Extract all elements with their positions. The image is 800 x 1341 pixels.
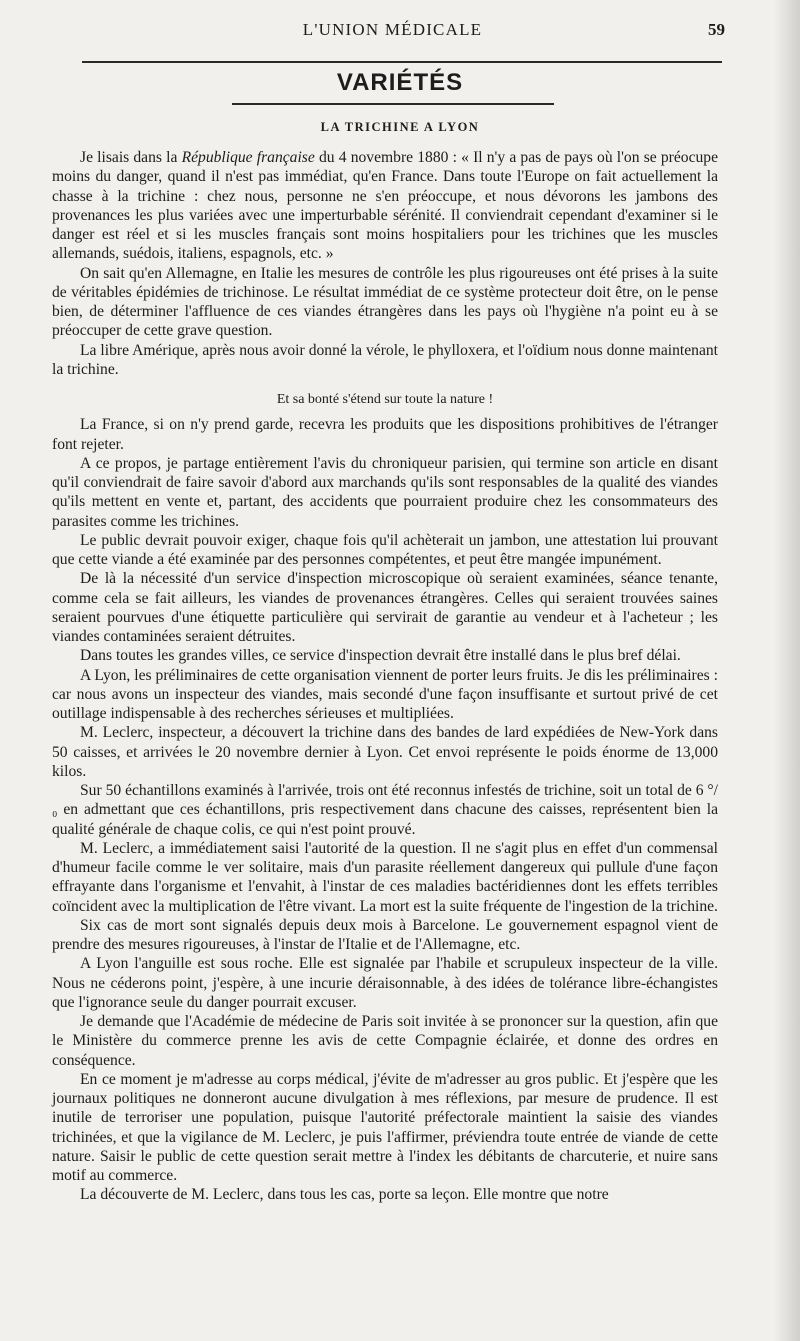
paragraph: M. Leclerc, inspecteur, a découvert la trichine dans des bandes de lard expédiées de New-York dans 50 caisses, et arrivées le 20 novembre dernier à Lyon. Cet envoi représente le poids énorme de 13,000 kilos.: [52, 724, 718, 780]
page-number: 59: [708, 20, 725, 39]
paragraph: Six cas de mort sont signalés depuis deux mois à Barcelone. Le gouvernement espagnol vient de prendre des mesures rigoureuses, à l'instar de l'Italie et de l'Allemagne, etc.: [52, 916, 718, 953]
paragraph: Sur 50 échantillons examinés à l'arrivée, trois ont été reconnus infestés de trichine, soit un total de 6 °/₀ en admettant que ces échantillons, pris respectivement dans chacune des caisses, représentent bien la qualité générale de chaque colis, ce qui n'est point prouvé.: [52, 782, 718, 838]
article-title: LA TRICHINE A LYON: [320, 120, 480, 134]
paragraph: On sait qu'en Allemagne, en Italie les mesures de contrôle les plus rigoureuses ont été prises à la suite de véritables épidémies de trichinose. Le résultat immédiat de ce système protecteur doit être, on le pense bien, de déterminer l'affluence de ces viandes étrangères dans les pays où l'hygiène n'a point eu à se préoccuper de cette grave question.: [52, 264, 718, 340]
running-title: L'UNION MÉDICALE: [302, 20, 483, 39]
paragraph: A Lyon, les préliminaires de cette organisation viennent de porter leurs fruits. Je dis les préliminaires : car nous avons un inspecteur des viandes, mais secondé d'une façon insuffisante et surtout privé de cet outillage indispensable à des recherches sérieuses et multipliées.: [52, 666, 718, 722]
paragraph: La France, si on n'y prend garde, recevra les produits que les dispositions prohibitives de l'étranger font rejeter.: [52, 416, 718, 453]
paragraph: De là la nécessité d'un service d'inspection microscopique où seraient examinées, séance tenante, comme cela se fait ailleurs, les viandes de provenances étrangères. Celles qui seraient trouvées saines seraient pourvues d'une étiquette particulière qui servirait de garantie au vendeur et à l'acheteur ; les viandes contaminées seraient détruites.: [52, 570, 718, 645]
header-rule: [82, 61, 722, 63]
paragraph: Je lisais dans la République française du 4 novembre 1880 : « Il n'y a pas de pays où l'on se préocupe moins du danger, quand il n'est pas immédiat, qu'en France. Dans toute l'Europe on fait actuellement la chasse à la trichine : chez nous, personne ne s'en préoccupe, et nous dévorons les jambons des provenances les plus variées avec une imperturbable sérénité. Il conviendrait cependant d'examiner si le danger est réel et si les muscles français sont moins hospitaliers pour les trichines que les muscles allemands, suédois, italiens, espagnols, etc. »: [52, 149, 719, 263]
page-header: [60, 20, 725, 46]
section-rule: [232, 103, 554, 105]
paragraph: Le public devrait pouvoir exiger, chaque fois qu'il achèterait un jambon, une attestation lui prouvant que cette viande a été examinée par des personnes compétentes, et peut être mangée impunément.: [52, 531, 718, 568]
centered-quote: Et sa bonté s'étend sur toute la nature !: [276, 392, 494, 407]
page-edge-shadow: [774, 0, 800, 1341]
paragraph: A ce propos, je partage entièrement l'avis du chroniqueur parisien, qui termine son article en disant qu'il conviendrait de faire savoir d'abord aux marchands qu'ils sont responsables de la qualité des viandes qu'ils mettent en vente et, partant, des accidents que pourraient produire chez les consommateurs des parasites comme les trichines.: [52, 454, 718, 530]
paragraph: Je demande que l'Académie de médecine de Paris soit invitée à se prononcer sur la question, afin que le Ministère du commerce prenne les avis de cette Compagnie éclairée, et donne des ordres en conséquence.: [52, 1013, 718, 1069]
paragraph: A Lyon l'anguille est sous roche. Elle est signalée par l'habile et scrupuleux inspecteur de la ville. Nous ne céderons point, j'espère, à une incurie déraisonnable, à des idées de tolérance libre-échangistes que l'ignorance seule du danger pourrait excuser.: [52, 955, 718, 1011]
paragraph: La libre Amérique, après nous avoir donné la vérole, le phylloxera, et l'oïdium nous donne maintenant la trichine.: [52, 341, 718, 378]
journal-title: République française: [181, 149, 315, 166]
paragraph: En ce moment je m'adresse au corps médical, j'évite de m'adresser au gros public. Et j'espère que les journaux politiques ne donneront aucune divulgation à mes réflexions, par mesure de prudence. Il est inutile de terroriser une population, puisque l'autorité préfectorale maintient la saisie des viandes trichinées, et que la vigilance de M. Leclerc, je puis l'affirmer, préviendra toute entrée de viande de cette nature. Saisir le public de cette question serait mettre à l'index les débitants de charcuterie, et nuire sans motif au commerce.: [52, 1070, 718, 1184]
article-body: [52, 148, 718, 1205]
paragraph: M. Leclerc, a immédiatement saisi l'autorité de la question. Il ne s'agit plus en effet d'un commensal d'humeur facile comme le ver solitaire, mais d'un parasite réellement dangereux qui pullule d'une façon effrayante dans l'organisme et l'envahit, à l'instar de ces maladies bactéridiennes dont les effets terribles coïncident avec la multiplication de l'être vivant. La mort est la suite fréquente de l'ingestion de la trichine.: [52, 839, 718, 915]
section-title: VARIÉTÉS: [336, 69, 464, 96]
paragraph: La découverte de M. Leclerc, dans tous les cas, porte sa leçon. Elle montre que notre: [80, 1186, 609, 1204]
paragraph: Dans toutes les grandes villes, ce service d'inspection devrait être installé dans le plus bref délai.: [80, 647, 681, 665]
